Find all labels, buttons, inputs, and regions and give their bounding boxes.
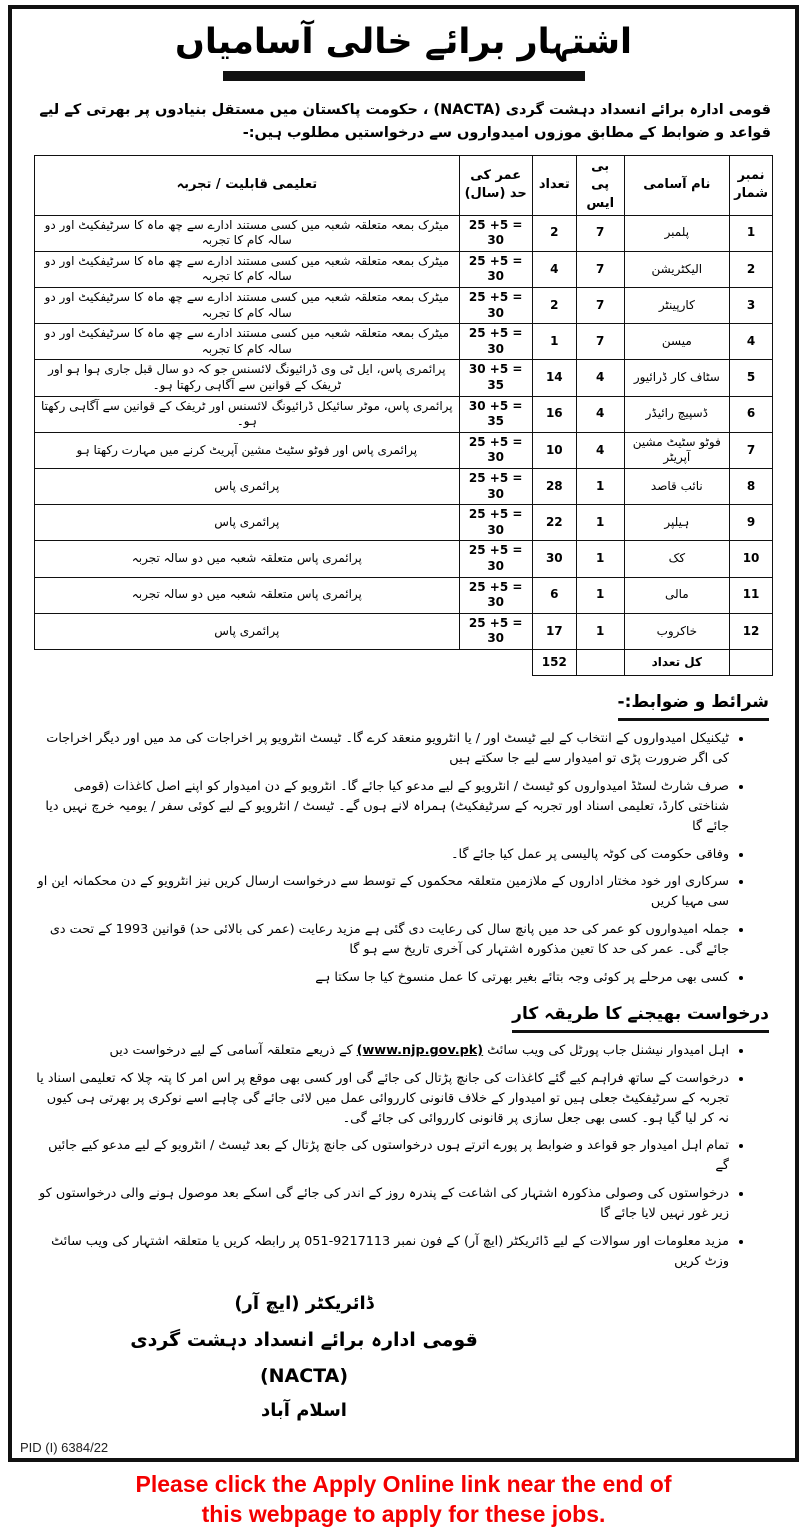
cell-position: میسن [624,324,730,360]
portal-text-suffix: کے ذریعے متعلقہ آسامی کے لیے درخواست دیں [109,1043,357,1059]
terms-item: • ٹیکنیکل امیدواروں کے انتخاب کے لیے ٹیسٹ اور / یا انٹرویو منعقد کرے گا۔ ٹیسٹ انٹرویو پر اخراجات کی مد میں اور دیگر اخراجات کی اگر ضرورت پڑی تو امیدوار سے لیے جا سکتے ہیں [34,729,729,769]
ad-header [34,21,773,81]
apply-online-notice-line2: this webpage to apply for these jobs. [201,1500,606,1527]
apply-online-notice [0,1470,807,1530]
col-header-count: تعداد [532,156,576,216]
table-row [35,360,773,396]
cell-age: 30 +5 = 35 [459,396,532,432]
procedure-list [34,1041,743,1271]
table-row [35,432,773,468]
cell-count: 1 [532,324,576,360]
cell-bps: 1 [576,577,624,613]
cell-number: 3 [730,288,773,324]
cell-count: 2 [532,215,576,251]
cell-position: کارپینٹر [624,288,730,324]
cell-bps: 4 [576,360,624,396]
table-header-row [35,156,773,216]
procedure-item: • تمام اہل امیدوار جو قواعد و ضوابط پر پورے اترتے ہوں درخواستوں کی جانچ پڑتال کے بعد ٹیسٹ / انٹرویو کے لیے مدعو کیے جائیں گے [34,1136,729,1176]
terms-section [38,690,769,722]
total-empty-number-cell [730,649,773,675]
cell-qualification: پرائمری پاس متعلقہ شعبہ میں دو سالہ تجربہ [35,577,460,613]
cell-count: 10 [532,432,576,468]
cell-age: 25 +5 = 30 [459,432,532,468]
table-row [35,541,773,577]
cell-bps: 7 [576,251,624,287]
pid-number: PID (I) 6384/22 [20,1439,109,1455]
cell-qualification: پرائمری پاس [35,613,460,649]
total-empty-bps-cell [576,649,624,675]
signature-city: اسلام آباد [261,1399,347,1421]
procedure-heading: درخواست بھیجنے کا طریقہ کار [512,1002,769,1034]
cell-count: 17 [532,613,576,649]
terms-item: • وفاقی حکومت کی کوٹہ پالیسی پر عمل کیا جائے گا۔ [34,845,729,865]
cell-age: 25 +5 = 30 [459,215,532,251]
procedure-item: • درخواست کے ساتھ فراہم کیے گئے کاغذات کی جانچ پڑتال کی جائے گی اور کسی بھی موقع پر اس امر کا پتہ چلا کہ تعلیمی اسناد یا تجربہ کے سرٹیفکیٹ جعلی ہیں تو امیدوار کے خلاف قانونی کارروائی عمل میں لائی جائے گی چاہے اسے نوکری پر بھرتی ہی کیوں نہ کر لیا گیا ہو۔ کسی بھی جعل سازی پر قانونی کارروائی کی جائے گی۔ [34,1069,729,1128]
terms-item: • صرف شارٹ لسٹڈ امیدواروں کو ٹیسٹ / انٹرویو کے لیے مدعو کیا جائے گا۔ انٹرویو کے دن امیدوار کو اپنے اصل کاغذات (قومی شناختی کارڈ، تعلیمی اسناد اور تجربہ کے سرٹیفکیٹ) ہمراہ لانے ہوں گے۔ ٹیسٹ / انٹرویو کے لیے کوئی سفر / یومیہ خرچ نہیں دیا جائے گا [34,777,729,836]
portal-text-prefix: اہل امیدوار نیشنل جاب پورٹل کی ویب سائٹ [483,1043,729,1059]
cell-bps: 7 [576,324,624,360]
col-header-bps: بی پی ایس [576,156,624,216]
cell-qualification: میٹرک بمعہ متعلقہ شعبہ میں کسی مستند ادارے سے چھ ماہ کا سرٹیفکیٹ اور دو سالہ کام کا تجربہ [35,324,460,360]
cell-qualification: پرائمری پاس [35,469,460,505]
terms-item: • کسی بھی مرحلے پر کوئی وجہ بتائے بغیر بھرتی کا عمل منسوخ کیا جا سکتا ہے [34,968,729,988]
cell-bps: 7 [576,215,624,251]
cell-number: 6 [730,396,773,432]
advertisement-frame [8,5,799,1462]
cell-count: 22 [532,505,576,541]
vacancies-table [34,155,773,676]
terms-list [34,729,743,987]
procedure-section [38,1002,769,1034]
table-row [35,613,773,649]
intro-paragraph: قومی ادارہ برائے انسداد دہشت گردی (NACTA) ، حکومت پاکستان میں مستقل بنیادوں پر بھرتی کے لیے قواعد و ضوابط کے مطابق موزوں امیدواروں سے درخواستیں مطلوب ہیں:- [39,101,771,141]
cell-number: 11 [730,577,773,613]
cell-number: 4 [730,324,773,360]
col-header-age: عمر کی حد (سال) [459,156,532,216]
cell-position: فوٹو سٹیٹ مشین آپریٹر [624,432,730,468]
col-header-position: نام آسامی [624,156,730,216]
cell-position: نائب قاصد [624,469,730,505]
cell-count: 14 [532,360,576,396]
procedure-item-portal [34,1041,729,1061]
cell-number: 5 [730,360,773,396]
cell-age: 25 +5 = 30 [459,288,532,324]
table-row [35,324,773,360]
cell-age: 25 +5 = 30 [459,251,532,287]
cell-age: 25 +5 = 30 [459,469,532,505]
cell-count: 4 [532,251,576,287]
cell-qualification: پرائمری پاس [35,505,460,541]
cell-number: 8 [730,469,773,505]
table-row [35,215,773,251]
cell-position: پلمبر [624,215,730,251]
procedure-item: • مزید معلومات اور سوالات کے لیے ڈائریکٹر (ایچ آر) کے فون نمبر ‎051-9217113‎ پر رابطہ کریں یا متعلقہ اشتہار کی ویب سائٹ وزٹ کریں [34,1232,729,1272]
cell-position: خاکروب [624,613,730,649]
cell-age: 25 +5 = 30 [459,613,532,649]
terms-heading: شرائط و ضوابط:- [618,690,769,722]
table-row [35,505,773,541]
apply-online-notice-line1: Please click the Apply Online link near the end of [135,1470,672,1497]
cell-count: 28 [532,469,576,505]
terms-item: • سرکاری اور خود مختار اداروں کے ملازمین متعلقہ محکموں کے توسط سے درخواست ارسال کریں نیز انٹرویو کے دن محکمانہ این او سی مہیا کریں [34,872,729,912]
cell-position: سٹاف کار ڈرائیور [624,360,730,396]
cell-bps: 1 [576,469,624,505]
cell-number: 7 [730,432,773,468]
table-row [35,577,773,613]
cell-bps: 7 [576,288,624,324]
total-value: 152 [532,649,576,675]
signature-designation: ڈائریکٹر (ایچ آر) [234,1293,374,1315]
cell-position: ڈسپیچ رائیڈر [624,396,730,432]
col-header-number: نمبر شمار [730,156,773,216]
cell-bps: 1 [576,541,624,577]
terms-item: • جملہ امیدواروں کو عمر کی حد میں پانچ سال کی رعایت دی گئی ہے مزید رعایت (عمر کی بالائی حد) قوانین 1993 کے تحت دی جائے گی۔ عمر کی حد کا تعین مذکورہ اشتہار کی آخری تاریخ سے ہو گا [34,920,729,960]
cell-count: 2 [532,288,576,324]
table-row [35,288,773,324]
cell-qualification: پرائمری پاس، ایل ٹی وی ڈرائیونگ لائسنس جو کہ دو سال قبل جاری ہوا ہو اور ٹریفک کے قوانین سے آگاہی رکھتا ہو۔ [35,360,460,396]
page-title: اشتہار برائے خالی آسامیاں [174,22,633,62]
cell-qualification: پرائمری پاس اور فوٹو سٹیٹ مشین آپریٹ کرنے میں مہارت رکھتا ہو [35,432,460,468]
cell-count: 6 [532,577,576,613]
cell-qualification: میٹرک بمعہ متعلقہ شعبہ میں کسی مستند ادارے سے چھ ماہ کا سرٹیفکیٹ اور دو سالہ کام کا تجربہ [35,251,460,287]
cell-age: 25 +5 = 30 [459,577,532,613]
procedure-item: • درخواستوں کی وصولی مذکورہ اشتہار کی اشاعت کے پندرہ روز کے اندر کی جائے گی اسکے بعد موصول ہونے والی درخواستوں کو زیر غور نہیں لایا جائے گا [34,1184,729,1224]
cell-bps: 1 [576,505,624,541]
table-total-row [35,649,773,675]
cell-number: 1 [730,215,773,251]
cell-position: الیکٹریشن [624,251,730,287]
cell-age: 25 +5 = 30 [459,541,532,577]
table-row [35,469,773,505]
cell-qualification: پرائمری پاس متعلقہ شعبہ میں دو سالہ تجربہ [35,541,460,577]
cell-position: کک [624,541,730,577]
table-row [35,396,773,432]
cell-position: ہیلپر [624,505,730,541]
total-label: کل تعداد [624,649,730,675]
cell-number: 10 [730,541,773,577]
signature-block [94,1287,514,1428]
cell-qualification: میٹرک بمعہ متعلقہ شعبہ میں کسی مستند ادارے سے چھ ماہ کا سرٹیفکیٹ اور دو سالہ کام کا تجربہ [35,288,460,324]
cell-number: 9 [730,505,773,541]
cell-bps: 1 [576,613,624,649]
signature-organization: قومی ادارہ برائے انسداد دہشت گردی (NACTA) [130,1328,478,1387]
cell-age: 30 +5 = 35 [459,360,532,396]
cell-number: 12 [730,613,773,649]
cell-bps: 4 [576,396,624,432]
cell-qualification: میٹرک بمعہ متعلقہ شعبہ میں کسی مستند ادارے سے چھ ماہ کا سرٹیفکیٹ اور دو سالہ کام کا تجربہ [35,215,460,251]
cell-age: 25 +5 = 30 [459,324,532,360]
cell-count: 30 [532,541,576,577]
cell-qualification: پرائمری پاس، موٹر سائیکل ڈرائیونگ لائسنس اور ٹریفک کے قوانین سے آگاہی رکھتا ہو۔ [35,396,460,432]
table-row [35,251,773,287]
portal-url-link: (www.njp.gov.pk) [356,1043,484,1059]
col-header-qualification: تعلیمی قابلیت / تجربہ [35,156,460,216]
title-underline-bar [223,71,585,81]
cell-count: 16 [532,396,576,432]
cell-bps: 4 [576,432,624,468]
cell-age: 25 +5 = 30 [459,505,532,541]
cell-number: 2 [730,251,773,287]
cell-position: مالی [624,577,730,613]
